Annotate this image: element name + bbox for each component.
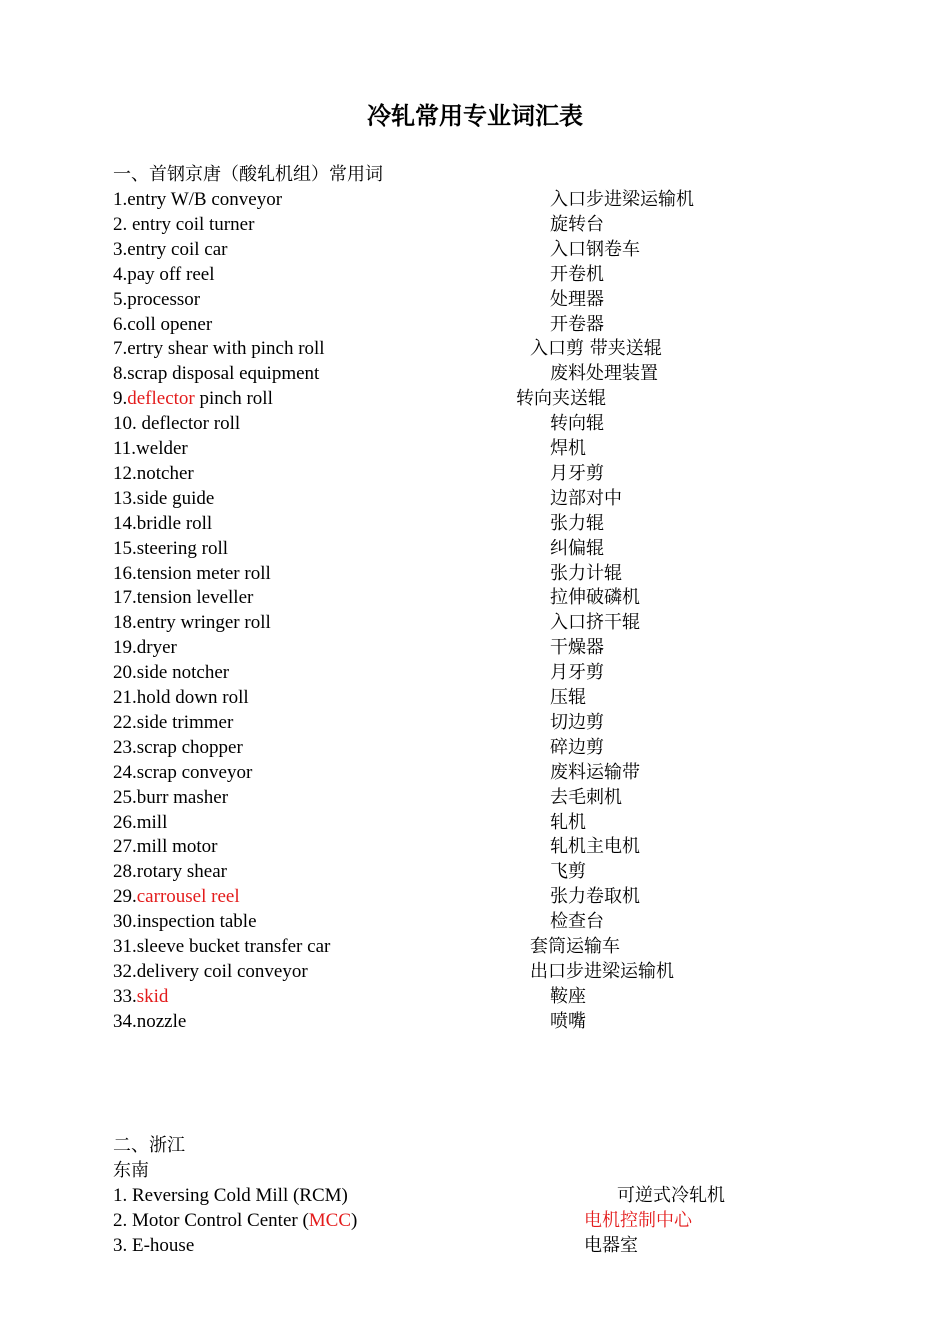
term-english <box>113 386 273 411</box>
section2-subheading: 东南 <box>113 1160 149 1181</box>
term-english <box>113 984 168 1009</box>
term-english <box>113 336 325 361</box>
term-english <box>113 312 212 337</box>
term-chinese: 喷嘴 <box>550 1010 586 1032</box>
term-text: 31.sleeve bucket transfer car <box>113 936 331 957</box>
term-chinese: 检查台 <box>550 911 604 933</box>
term-english <box>113 859 227 884</box>
term-text: 14.bridle roll <box>113 512 213 534</box>
term-chinese: 张力辊 <box>550 512 604 534</box>
term-text: 3.entry coil car <box>113 238 228 260</box>
term-chinese: 干燥器 <box>550 637 604 659</box>
term-text: 4.pay off reel <box>113 263 215 285</box>
term-text: ) <box>351 1210 358 1231</box>
term-text: 33. <box>113 985 137 1007</box>
term-text: 3. E-house <box>113 1235 195 1256</box>
term-highlight: deflector <box>127 388 195 410</box>
term-english <box>113 834 218 859</box>
term-text: 24.scrap conveyor <box>113 761 253 783</box>
term-english <box>113 710 233 735</box>
term-english <box>113 735 243 760</box>
term-text: 6.coll opener <box>113 313 213 335</box>
term-text: 11.welder <box>113 438 188 459</box>
term-chinese: 轧机 <box>550 811 586 833</box>
term-chinese: 去毛刺机 <box>550 786 622 808</box>
term-english <box>113 660 229 685</box>
term-chinese: 压辊 <box>550 687 586 708</box>
term-highlight: skid <box>136 985 169 1007</box>
term-chinese: 鞍座 <box>550 985 586 1007</box>
term-english <box>113 760 252 785</box>
term-english <box>113 1009 186 1034</box>
term-chinese: 月牙剪 <box>550 462 604 484</box>
term-english <box>113 585 253 610</box>
term-chinese: 切边剪 <box>550 711 604 733</box>
term-chinese: 轧机主电机 <box>550 836 640 858</box>
term-chinese: 边部对中 <box>550 487 622 509</box>
term-english <box>113 187 282 212</box>
term-chinese: 入口挤干辊 <box>550 612 640 634</box>
term-chinese: 废料运输带 <box>550 761 640 783</box>
term-english <box>113 237 227 262</box>
term-english <box>113 909 257 934</box>
term-chinese: 转向夹送辊 <box>516 388 606 410</box>
term-text: 20.side notcher <box>113 662 230 684</box>
term-text: 19.dryer <box>113 637 177 659</box>
term-chinese: 纠偏辊 <box>550 537 604 559</box>
term-text: 12.notcher <box>113 462 194 484</box>
term-chinese: 焊机 <box>550 438 586 459</box>
term-chinese: 碎边剪 <box>550 736 604 758</box>
term-chinese: 开卷机 <box>550 263 604 285</box>
term-english <box>113 287 200 312</box>
term-text: 15.steering roll <box>113 537 229 559</box>
term-english <box>113 212 254 237</box>
term-text: 34.nozzle <box>113 1010 187 1032</box>
term-english <box>113 1208 357 1233</box>
term-chinese: 套筒运输车 <box>530 936 620 957</box>
term-chinese: 月牙剪 <box>550 662 604 684</box>
term-text: 27.mill motor <box>113 836 218 858</box>
term-text: 30.inspection table <box>113 911 257 933</box>
term-text: 18.entry wringer roll <box>113 612 271 634</box>
term-text: 26.mill <box>113 811 168 833</box>
term-text: 5.processor <box>113 288 201 310</box>
term-chinese: 张力卷取机 <box>550 886 640 908</box>
term-chinese: 电机控制中心 <box>584 1210 692 1231</box>
term-text: 21.hold down roll <box>113 687 249 708</box>
term-english <box>113 411 240 436</box>
term-english <box>113 959 308 984</box>
term-text: 1. Reversing Cold Mill (RCM) <box>113 1185 348 1206</box>
term-chinese: 处理器 <box>550 288 604 310</box>
term-english <box>113 511 212 536</box>
term-text: 8.scrap disposal equipment <box>113 363 320 385</box>
term-text: pinch roll <box>194 388 273 410</box>
term-text: 10. deflector roll <box>113 413 241 435</box>
term-text: 2. entry coil turner <box>113 213 255 235</box>
term-english <box>113 610 271 635</box>
term-chinese: 电器室 <box>584 1235 638 1256</box>
term-english <box>113 486 214 511</box>
term-english <box>113 884 240 909</box>
term-english <box>113 934 330 959</box>
term-chinese: 入口剪 带夹送辊 <box>530 338 662 360</box>
term-english <box>113 685 249 710</box>
term-english <box>113 810 167 835</box>
term-text: 28.rotary shear <box>113 861 227 883</box>
page-title: 冷轧常用专业词汇表 <box>367 102 583 130</box>
term-text: 9. <box>113 388 128 410</box>
term-english <box>113 635 177 660</box>
term-highlight: carrousel reel <box>136 886 240 908</box>
term-text: 23.scrap chopper <box>113 736 243 758</box>
term-chinese: 拉伸破磷机 <box>550 587 640 609</box>
term-english <box>113 1233 194 1258</box>
term-text: 22.side trimmer <box>113 711 234 733</box>
term-text: 29. <box>113 886 137 908</box>
term-text: 17.tension leveller <box>113 587 254 609</box>
term-chinese: 旋转台 <box>550 213 604 235</box>
term-english <box>113 436 188 461</box>
term-chinese: 张力计辊 <box>550 562 622 584</box>
term-text: 7.ertry shear with pinch roll <box>113 338 325 360</box>
term-english <box>113 262 214 287</box>
term-english <box>113 536 228 561</box>
term-english <box>113 785 228 810</box>
term-chinese: 可逆式冷轧机 <box>617 1185 725 1206</box>
term-text: 25.burr masher <box>113 786 229 808</box>
term-highlight: MCC <box>308 1210 352 1231</box>
term-text: 32.delivery coil conveyor <box>113 960 308 982</box>
term-chinese: 转向辊 <box>550 413 604 435</box>
section2-heading: 二、浙江 <box>113 1135 185 1156</box>
term-text: 13.side guide <box>113 487 215 509</box>
term-chinese: 飞剪 <box>550 861 586 883</box>
term-english <box>113 561 271 586</box>
term-text: 16.tension meter roll <box>113 562 271 584</box>
term-chinese: 出口步进梁运输机 <box>530 960 674 982</box>
term-english <box>113 361 319 386</box>
term-chinese: 开卷器 <box>550 313 604 335</box>
term-chinese: 废料处理装置 <box>550 363 658 385</box>
term-english <box>113 461 194 486</box>
term-chinese: 入口钢卷车 <box>550 238 640 260</box>
term-text: 2. Motor Control Center ( <box>113 1210 309 1231</box>
term-english <box>113 1183 348 1208</box>
section1-heading: 一、首钢京唐（酸轧机组）常用词 <box>113 164 383 185</box>
term-text: 1.entry W/B conveyor <box>113 189 283 210</box>
term-chinese: 入口步进梁运输机 <box>550 189 694 210</box>
